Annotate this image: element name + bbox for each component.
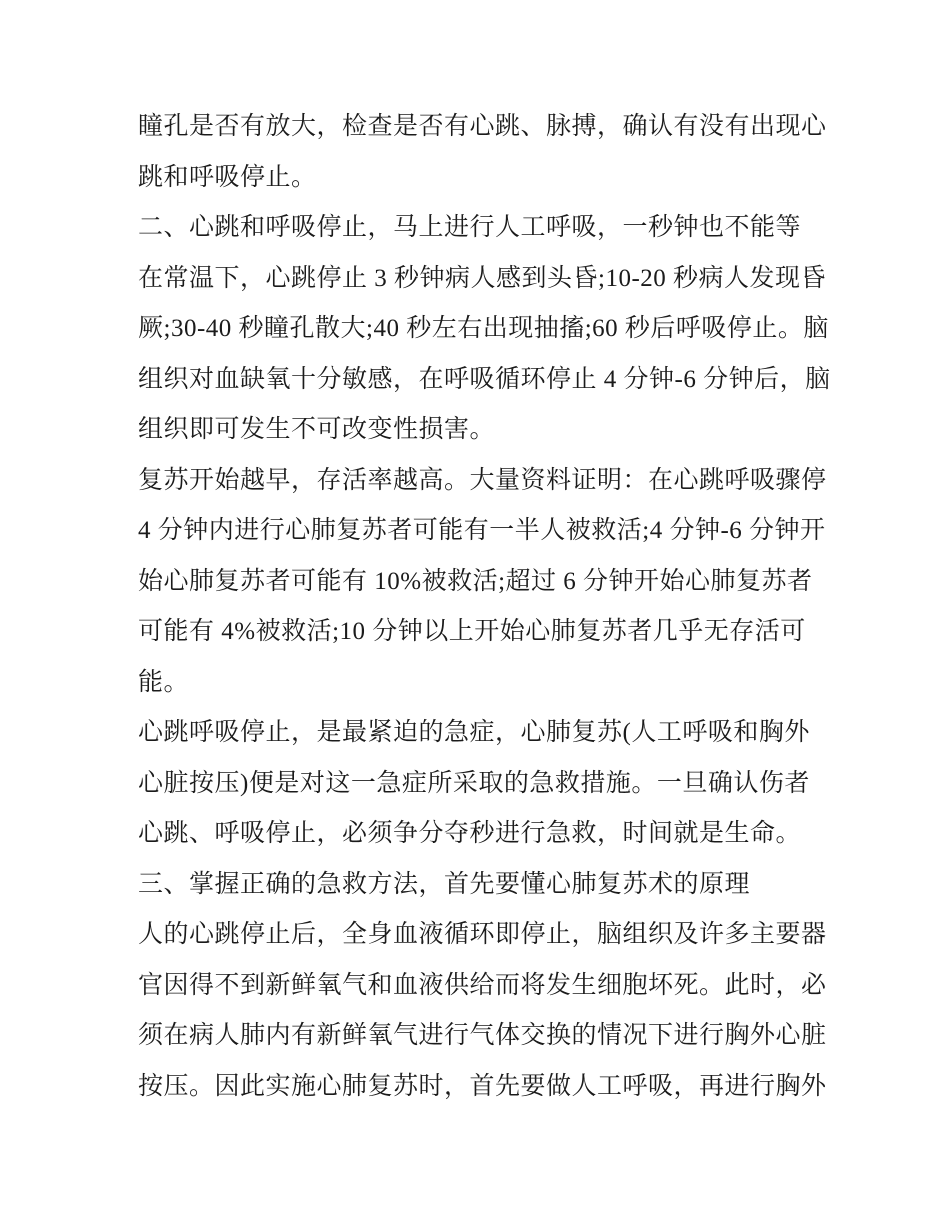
text-line: 瞳孔是否有放大，检查是否有心跳、脉搏，确认有没有出现心	[138, 113, 827, 140]
text-line: 复苏开始越早，存活率越高。大量资料证明：在心跳呼吸骤停	[138, 466, 827, 494]
text-line: 始心肺复苏者可能有 10%被救活;超过 6 分钟开始心肺复苏者	[138, 567, 813, 595]
document-text-block	[138, 102, 838, 1112]
text-line: 心跳、呼吸停止，必须争分夺秒进行急救，时间就是生命。	[138, 820, 802, 847]
text-line: 官因得不到新鲜氧气和血液供给而将发生细胞坏死。此时，必	[138, 971, 827, 999]
text-line: 厥;30-40 秒瞳孔散大;40 秒左右出现抽搐;60 秒后呼吸停止。脑	[138, 315, 829, 342]
text-line: 在常温下，心跳停止 3 秒钟病人感到头昏;10-20 秒病人发现昏	[138, 264, 827, 292]
text-line: 可能有 4%被救活;10 分钟以上开始心肺复苏者几乎无存活可	[138, 618, 806, 645]
text-line: 组织对血缺氧十分敏感，在呼吸循环停止 4 分钟-6 分钟后，脑	[138, 365, 831, 393]
text-line: 三、掌握正确的急救方法，首先要懂心肺复苏术的原理	[138, 870, 751, 898]
text-line: 须在病人肺内有新鲜氧气进行气体交换的情况下进行胸外心脏	[138, 1022, 827, 1049]
text-line: 心脏按压)便是对这一急症所采取的急救措施。一旦确认伤者	[138, 769, 810, 797]
text-line: 按压。因此实施心肺复苏时，首先要做人工呼吸，再进行胸外	[138, 1072, 827, 1100]
text-line: 4 分钟内进行心肺复苏者可能有一半人被救活;4 分钟-6 分钟开	[138, 517, 826, 544]
text-line: 能。	[138, 668, 190, 696]
text-line: 人的心跳停止后，全身血液循环即停止，脑组织及许多主要器	[138, 921, 827, 948]
text-line: 组织即可发生不可改变性损害。	[138, 416, 496, 443]
text-line: 跳和呼吸停止。	[138, 163, 317, 191]
text-line: 心跳呼吸停止，是最紧迫的急症，心肺复苏(人工呼吸和胸外	[138, 719, 810, 746]
text-line: 二、心跳和呼吸停止，马上进行人工呼吸，一秒钟也不能等	[138, 214, 802, 241]
